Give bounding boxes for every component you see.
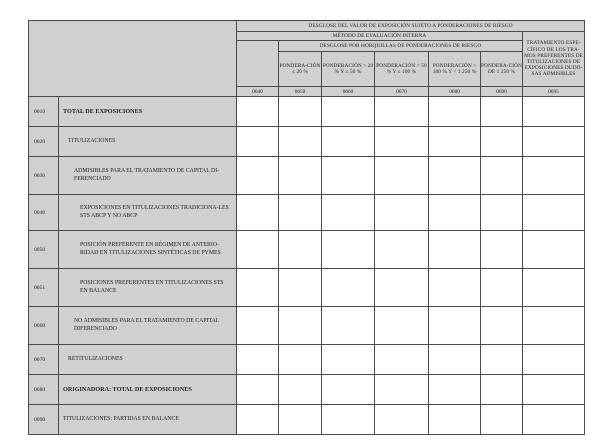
table-row xyxy=(29,157,585,195)
row-code: 0090 xyxy=(29,405,59,435)
data-cell[interactable] xyxy=(375,231,429,269)
header-band-5: PONDERA-CIÓN DE 1 250 % xyxy=(481,52,523,87)
data-cell[interactable] xyxy=(279,307,322,345)
column-code: 0650 xyxy=(279,87,322,97)
row-code: 0060 xyxy=(29,307,59,345)
table-row xyxy=(29,375,585,405)
data-cell[interactable] xyxy=(279,345,322,375)
data-cell[interactable] xyxy=(237,127,279,157)
data-cell[interactable] xyxy=(279,405,322,435)
data-cell[interactable] xyxy=(523,195,585,231)
data-cell[interactable] xyxy=(375,127,429,157)
row-code: 0050 xyxy=(29,231,59,269)
data-cell[interactable] xyxy=(279,195,322,231)
data-cell[interactable] xyxy=(429,195,481,231)
data-cell[interactable] xyxy=(279,127,322,157)
data-cell[interactable] xyxy=(322,375,375,405)
header-band-1: PONDERA-CIÓN ≤ 20 % xyxy=(279,52,322,87)
data-cell[interactable] xyxy=(237,405,279,435)
table-row xyxy=(29,97,585,127)
row-code: 0040 xyxy=(29,195,59,231)
data-cell[interactable] xyxy=(237,345,279,375)
data-cell[interactable] xyxy=(322,345,375,375)
table-row xyxy=(29,269,585,307)
table-row xyxy=(29,127,585,157)
data-cell[interactable] xyxy=(481,157,523,195)
data-cell[interactable] xyxy=(237,307,279,345)
column-code: 0695 xyxy=(523,87,585,97)
column-code: 0680 xyxy=(429,87,481,97)
data-cell[interactable] xyxy=(322,195,375,231)
row-label: POSICIONES PREFERENTES EN TITULIZACIONES STS EN BALANCE xyxy=(59,269,237,307)
data-cell[interactable] xyxy=(481,97,523,127)
data-cell[interactable] xyxy=(237,97,279,127)
exposure-breakdown-sheet xyxy=(28,20,585,435)
data-cell[interactable] xyxy=(375,307,429,345)
data-cell[interactable] xyxy=(279,231,322,269)
data-cell[interactable] xyxy=(375,157,429,195)
data-cell[interactable] xyxy=(237,231,279,269)
row-label: POSICIÓN PREFERENTE EN RÉGIMEN DE ANTERIO-RIDAD EN TITULIZACIONES SINTÉTICAS DE PYMES xyxy=(59,231,237,269)
data-cell[interactable] xyxy=(523,157,585,195)
data-cell[interactable] xyxy=(481,269,523,307)
header-blank-cell xyxy=(237,41,279,87)
data-cell[interactable] xyxy=(322,405,375,435)
data-cell[interactable] xyxy=(322,97,375,127)
row-label: ADMISIBLES PARA EL TRATAMIENTO DE CAPITAL DI-FERENCIADO xyxy=(59,157,237,195)
data-cell[interactable] xyxy=(375,195,429,231)
data-cell[interactable] xyxy=(375,97,429,127)
data-cell[interactable] xyxy=(237,195,279,231)
data-cell[interactable] xyxy=(523,97,585,127)
row-code: 0070 xyxy=(29,345,59,375)
data-cell[interactable] xyxy=(481,307,523,345)
data-cell[interactable] xyxy=(429,97,481,127)
row-code: 0030 xyxy=(29,157,59,195)
data-cell[interactable] xyxy=(481,345,523,375)
row-label: TOTAL DE EXPOSICIONES xyxy=(59,97,237,127)
data-cell[interactable] xyxy=(279,97,322,127)
row-label: EXPOSICIONES EN TITULIZACIONES TRADICIONA-LES STS ABCP Y NO ABCP xyxy=(59,195,237,231)
data-cell[interactable] xyxy=(523,231,585,269)
table-row xyxy=(29,195,585,231)
header-metodo-evaluacion: MÉTODO DE EVALUACIÓN INTERNA xyxy=(237,32,523,41)
row-label: NO ADMISIBLES PARA EL TRATAMIENTO DE CAPITAL DIFERENCIADO xyxy=(59,307,237,345)
data-cell[interactable] xyxy=(481,405,523,435)
row-label: TITULIZACIONES: PARTIDAS EN BALANCE xyxy=(59,405,237,435)
data-cell[interactable] xyxy=(523,375,585,405)
row-label: ORIGINADORA: TOTAL DE EXPOSICIONES xyxy=(59,375,237,405)
data-cell[interactable] xyxy=(429,307,481,345)
column-code: 0670 xyxy=(375,87,429,97)
data-cell[interactable] xyxy=(322,231,375,269)
data-cell[interactable] xyxy=(429,345,481,375)
data-cell[interactable] xyxy=(429,231,481,269)
header-horquillas: DESGLOSE POR HORQUILLAS DE PONDERACIONES DE RIESGO xyxy=(279,41,523,52)
data-cell[interactable] xyxy=(523,127,585,157)
data-cell[interactable] xyxy=(322,157,375,195)
data-cell[interactable] xyxy=(237,269,279,307)
row-code: 0051 xyxy=(29,269,59,307)
header-tratamiento-especifico: TRATAMIENTO ESPE-CÍFICO DE LOS TRA-MOS PREFERENTES DE TITULIZACIONES DE EXPOSICIONES DUDO-SAS ADMISIBLES xyxy=(523,32,585,87)
table-row xyxy=(29,307,585,345)
data-cell[interactable] xyxy=(322,127,375,157)
data-cell[interactable] xyxy=(481,375,523,405)
data-cell[interactable] xyxy=(429,405,481,435)
header-band-3: PONDERACIÓN > 50 % Y ≤ 100 % xyxy=(375,52,429,87)
data-cell[interactable] xyxy=(279,269,322,307)
data-cell[interactable] xyxy=(429,375,481,405)
data-cell[interactable] xyxy=(481,127,523,157)
exposure-breakdown-table xyxy=(28,20,585,435)
header-desglose-valor: DESGLOSE DEL VALOR DE EXPOSICIÓN SUJETO A PONDERACIONES DE RIESGO xyxy=(237,21,585,32)
data-cell[interactable] xyxy=(429,269,481,307)
data-cell[interactable] xyxy=(375,375,429,405)
header-band-4: PONDERACIÓN > 100 % Y < 1 250 % xyxy=(429,52,481,87)
row-label: TITULIZACIONES xyxy=(59,127,237,157)
data-cell[interactable] xyxy=(523,269,585,307)
row-code: 0010 xyxy=(29,97,59,127)
data-cell[interactable] xyxy=(237,375,279,405)
data-cell[interactable] xyxy=(523,405,585,435)
data-cell[interactable] xyxy=(429,157,481,195)
data-cell[interactable] xyxy=(481,195,523,231)
row-code: 0080 xyxy=(29,375,59,405)
data-cell[interactable] xyxy=(429,127,481,157)
data-cell[interactable] xyxy=(322,269,375,307)
column-code: 0660 xyxy=(322,87,375,97)
data-cell[interactable] xyxy=(322,307,375,345)
row-code: 0020 xyxy=(29,127,59,157)
table-row xyxy=(29,345,585,375)
data-cell[interactable] xyxy=(523,345,585,375)
data-cell[interactable] xyxy=(237,157,279,195)
data-cell[interactable] xyxy=(523,307,585,345)
data-cell[interactable] xyxy=(375,269,429,307)
table-row xyxy=(29,231,585,269)
header-band-2: PONDERACIÓN > 20 % Y ≤ 50 % xyxy=(322,52,375,87)
header-corner-cell xyxy=(29,21,237,97)
data-cell[interactable] xyxy=(375,345,429,375)
data-cell[interactable] xyxy=(279,157,322,195)
data-cell[interactable] xyxy=(481,231,523,269)
data-cell[interactable] xyxy=(375,405,429,435)
column-code: 0690 xyxy=(481,87,523,97)
column-code: 0640 xyxy=(237,87,279,97)
row-label: RETITULIZACIONES xyxy=(59,345,237,375)
data-cell[interactable] xyxy=(279,375,322,405)
table-row xyxy=(29,405,585,435)
